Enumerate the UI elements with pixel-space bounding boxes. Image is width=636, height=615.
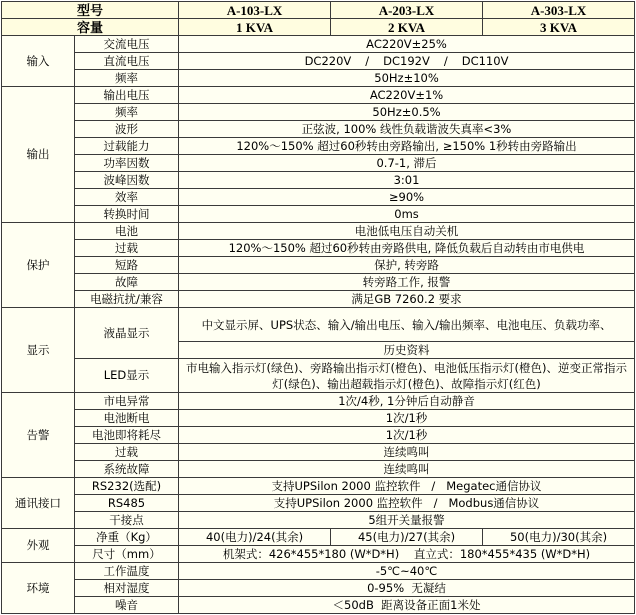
row-label: 尺寸（mm）: [75, 546, 179, 563]
row-label: 频率: [75, 104, 179, 121]
row-value: 1次/1秒: [179, 427, 635, 444]
table-row: [2, 478, 635, 495]
row-label: 直流电压: [75, 53, 179, 70]
row-value: 连续鸣叫: [179, 444, 635, 461]
table-row: [2, 291, 635, 308]
capacity-2: 2 KVA: [331, 19, 483, 36]
row-value: 120%～150% 超过60秒转由旁路供电, 降低负载后自动转由市电供电: [179, 240, 635, 257]
category-output: 输出: [2, 87, 75, 223]
table-row: [2, 563, 635, 580]
table-row: [2, 240, 635, 257]
category-alarm: 告警: [2, 393, 75, 478]
model-2: A-203-LX: [331, 2, 483, 19]
table-row: [2, 172, 635, 189]
dc-value: DC192V: [383, 53, 430, 68]
row-label: 市电异常: [75, 393, 179, 410]
capacity-3: 3 KVA: [483, 19, 635, 36]
table-row: [2, 121, 635, 138]
row-value: 连续鸣叫: [179, 461, 635, 478]
row-label: 电磁抗扰/兼容: [75, 291, 179, 308]
table-row: [2, 546, 635, 563]
table-row: [2, 308, 635, 342]
weight-1: 40(电力)/24(其余): [179, 529, 331, 546]
dc-value: DC220V: [304, 53, 352, 68]
weight-2: 45(电力)/27(其余): [331, 529, 483, 546]
row-value: 50Hz±0.5%: [179, 104, 635, 121]
row-value: 电池低电压自动关机: [179, 223, 635, 240]
table-row: [2, 155, 635, 172]
row-value: -5℃~40℃: [179, 563, 635, 580]
row-value: 1次/4秒, 1分钟后自动静音: [179, 393, 635, 410]
row-label: 波形: [75, 121, 179, 138]
model-1: A-103-LX: [179, 2, 331, 19]
table-row: [2, 427, 635, 444]
row-label: LED显示: [75, 359, 179, 393]
row-value: 正弦波, 100% 线性负载谐波失真率<3%: [179, 121, 635, 138]
row-label: 电池断电: [75, 410, 179, 427]
row-value: 转旁路工作, 报警: [179, 274, 635, 291]
weight-3: 50(电力)/30(其余): [483, 529, 635, 546]
row-label: RS485: [75, 495, 179, 512]
category-protection: 保护: [2, 223, 75, 308]
row-value: 支持UPSilon 2000 监控软件 / Megatec通信协议: [179, 478, 635, 495]
row-value: AC220V±25%: [179, 36, 635, 53]
spec-table: [1, 1, 635, 614]
row-label: 短路: [75, 257, 179, 274]
category-appearance: 外观: [2, 529, 75, 563]
row-value: 满足GB 7260.2 要求: [179, 291, 635, 308]
row-label: 效率: [75, 189, 179, 206]
row-label: 转换时间: [75, 206, 179, 223]
category-input: 输入: [2, 36, 75, 87]
row-value: AC220V±1%: [179, 87, 635, 104]
row-label: 频率: [75, 70, 179, 87]
table-row: [2, 393, 635, 410]
row-value: 5组开关量报警: [179, 512, 635, 529]
table-row: [2, 274, 635, 291]
model-3: A-303-LX: [483, 2, 635, 19]
table-row: [2, 70, 635, 87]
row-value: 0-95% 无凝结: [179, 580, 635, 597]
table-row: [2, 461, 635, 478]
lcd-value: 中文显示屏、UPS状态、输入/输出电压、输入/输出频率、电池电压、负载功率、: [179, 308, 635, 342]
table-row: [2, 138, 635, 155]
table-row: [2, 189, 635, 206]
row-label: 电池: [75, 223, 179, 240]
row-label: 波峰因数: [75, 172, 179, 189]
table-row: [2, 512, 635, 529]
row-label: 输出电压: [75, 87, 179, 104]
row-value: 3:01: [179, 172, 635, 189]
dc-separator: /: [365, 53, 370, 68]
row-label: 相对湿度: [75, 580, 179, 597]
row-label: 过载: [75, 444, 179, 461]
table-row: [2, 257, 635, 274]
row-label: 功率因数: [75, 155, 179, 172]
row-value: 1次/1秒: [179, 410, 635, 427]
row-label: 干接点: [75, 512, 179, 529]
dc-value: DC110V: [461, 53, 509, 68]
row-value: ≥90%: [179, 189, 635, 206]
row-label: RS232(选配): [75, 478, 179, 495]
row-label: 过载: [75, 240, 179, 257]
table-row: [2, 444, 635, 461]
size-value: 机架式：426*455*180 (W*D*H) 直立式：180*455*435 (W*D*H): [179, 546, 635, 563]
row-label: 工作温度: [75, 563, 179, 580]
row-label: 电池即将耗尽: [75, 427, 179, 444]
header-model-row: [2, 2, 635, 19]
table-row: [2, 36, 635, 53]
row-value: 0ms: [179, 206, 635, 223]
dc-separator: /: [443, 53, 448, 68]
dc-voltage-values: [179, 53, 635, 70]
row-value: 0.7-1, 滞后: [179, 155, 635, 172]
table-row: [2, 206, 635, 223]
table-row: [2, 359, 635, 393]
capacity-1: 1 KVA: [179, 19, 331, 36]
table-row: [2, 580, 635, 597]
row-value: 50Hz±10%: [179, 70, 635, 87]
led-value: 市电输入指示灯(绿色)、旁路输出指示灯(橙色)、电池低压指示灯(橙色)、逆变正常指示灯(绿色)、输出超载指示灯(橙色)、故障指示灯(红色): [179, 359, 635, 393]
table-row: [2, 597, 635, 614]
capacity-label: 容量: [2, 19, 179, 36]
table-row: [2, 410, 635, 427]
row-label: 过载能力: [75, 138, 179, 155]
table-row: [2, 53, 635, 70]
row-value: 支持UPSilon 2000 监控软件 / Modbus通信协议: [179, 495, 635, 512]
row-value: 120%～150% 超过60秒转由旁路输出, ≥150% 1秒转由旁路输出: [179, 138, 635, 155]
row-value: ＜50dB 距离设备正面1米处: [179, 597, 635, 614]
row-label: 故障: [75, 274, 179, 291]
lcd-value-2: 历史资料: [179, 342, 635, 359]
row-label: 液晶显示: [75, 308, 179, 359]
table-row: [2, 529, 635, 546]
row-value: 保护, 转旁路: [179, 257, 635, 274]
row-label: 噪音: [75, 597, 179, 614]
table-row: [2, 495, 635, 512]
table-row: [2, 87, 635, 104]
header-capacity-row: [2, 19, 635, 36]
category-display: 显示: [2, 308, 75, 393]
category-comm: 通讯接口: [2, 478, 75, 529]
category-environment: 环境: [2, 563, 75, 614]
table-row: [2, 104, 635, 121]
row-label: 交流电压: [75, 36, 179, 53]
model-label: 型号: [2, 2, 179, 19]
row-label: 净重（Kg）: [75, 529, 179, 546]
table-row: [2, 223, 635, 240]
row-label: 系统故障: [75, 461, 179, 478]
